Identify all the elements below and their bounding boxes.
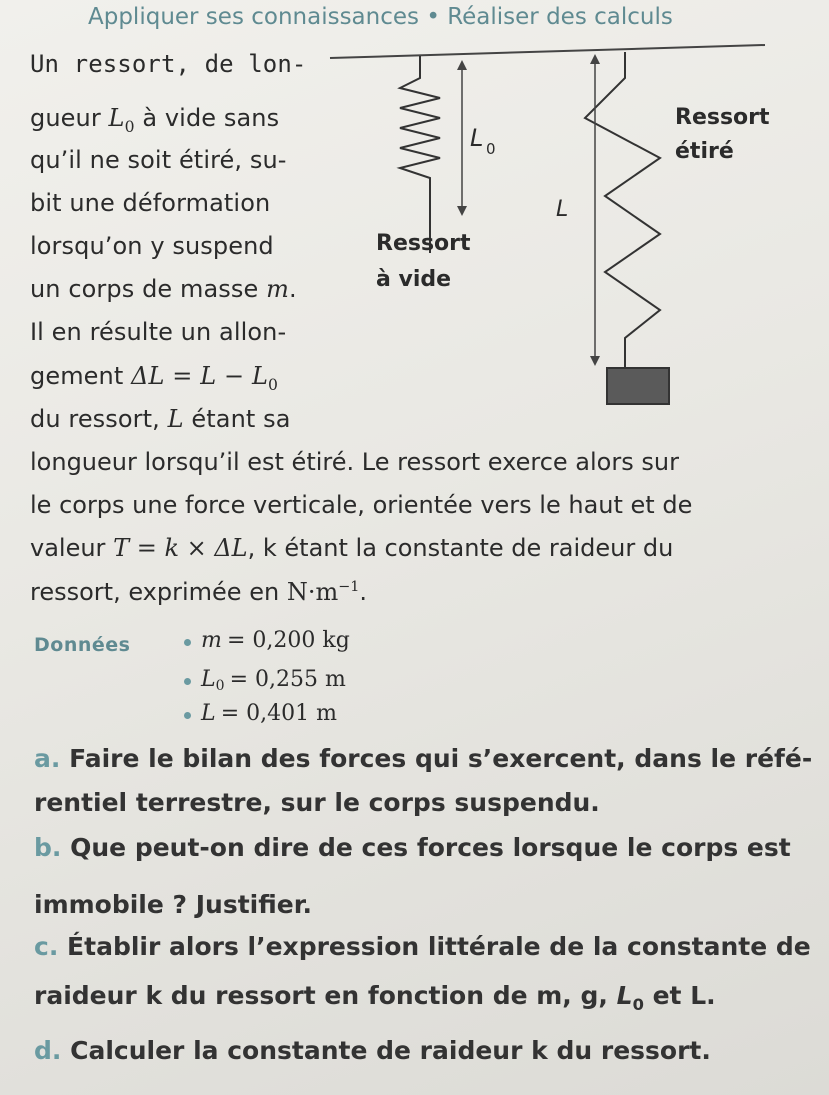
hanging-mass [607,368,669,404]
intro-line-5: lorsqu’on y suspend [30,232,274,260]
intro-line-4: bit une déformation [30,189,271,217]
intro-line-6: un corps de masse m. [30,275,297,303]
label-stretched-1: Ressort [675,105,770,130]
donnees-item-l0: $L_0 = 0,255$ m [184,667,346,694]
intro-line-12: valeur T = k × ΔL, k étant la constante de raideur du [30,534,674,562]
label-l: L [556,197,569,222]
spring-diagram [320,38,780,410]
donnees-item-m: m = 0,200 kg [184,628,350,653]
label-l0: L [470,124,484,152]
question-a-line-2: rentiel terrestre, sur le corps suspendu. [34,788,600,817]
question-b-line-2: immobile ? Justifier. [34,890,312,919]
question-c-line-2: raideur k du ressort en fonction de m, g, $L_0$ et L. [34,981,716,1014]
stretched-spring [585,52,660,368]
intro-line-1: Un ressort, de lon- [30,50,307,78]
intro-line-13: ressort, exprimée en $N\cdot m^{-1}$. [30,578,368,606]
donnees-title: Données [34,634,131,656]
question-a-line-1: a. Faire le bilan des forces qui s’exercent, dans le réfé- [34,744,813,773]
intro-line-2: gueur $L_0$ à vide sans [30,104,280,136]
intro-line-10: longueur lorsqu’il est étiré. Le ressort exerce alors sur [30,448,679,476]
l-arrow-up [590,54,600,64]
l0-arrow-down [457,206,467,216]
intro-line-11: le corps une force verticale, orientée vers le haut et de [30,491,693,519]
intro-line-3: qu’il ne soit étiré, su- [30,146,287,174]
page-header: Appliquer ses connaissances • Réaliser des calculs [88,4,673,30]
label-rest-1: Ressort [376,231,471,256]
label-l0-sub: 0 [486,140,496,158]
ceiling-line [330,45,765,58]
question-b-line-1: b. Que peut-on dire de ces forces lorsque le corps est [34,833,791,862]
intro-line-9: du ressort, L étant sa [30,405,291,433]
label-rest-2: à vide [376,267,452,292]
l0-arrow-up [457,60,467,70]
intro-line-8: gement $\Delta L = L - L_0$ [30,362,279,394]
question-c-line-1: c. Établir alors l’expression littérale de la constante de [34,932,811,961]
l-arrow-down [590,356,600,366]
question-d-line-1: d. Calculer la constante de raideur k du ressort. [34,1036,711,1065]
intro-line-7: Il en résulte un allon- [30,318,287,346]
label-stretched-2: étiré [675,139,734,164]
rest-spring [400,56,440,253]
donnees-item-l: L = 0,401 m [184,701,337,726]
